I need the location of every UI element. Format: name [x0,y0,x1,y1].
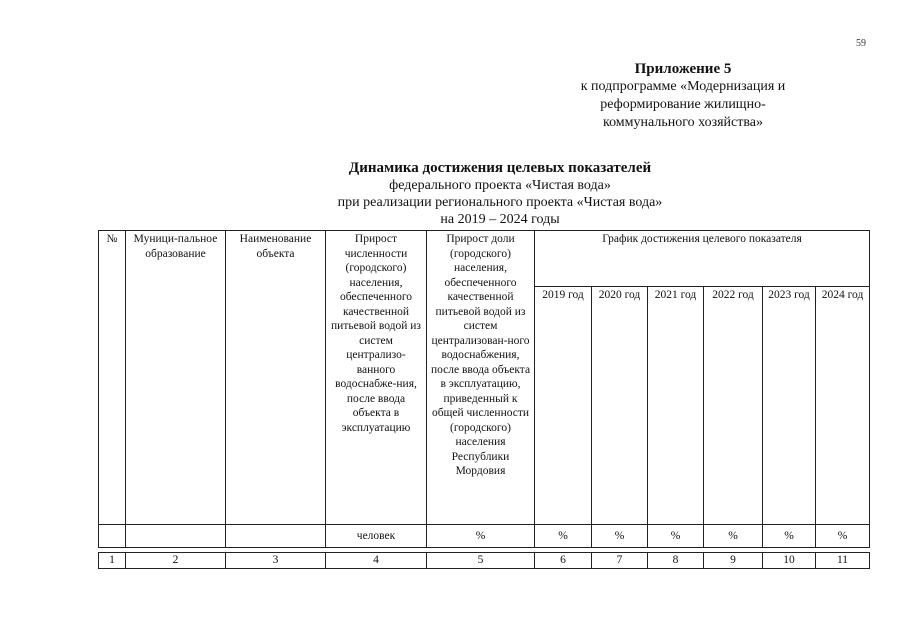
unit-percent: % [648,525,704,548]
column-number: 3 [226,553,326,569]
unit-percent: % [816,525,870,548]
header-growth-count: Прирост численности (городского) населения, обеспеченного качественной питьевой водой из систем централизо-ванного водоснабже-ния, после ввода объекта в эксплуатацию [326,231,427,525]
indicators-table [98,230,870,569]
column-number: 11 [816,553,870,569]
appendix-line-1: к подпрограмме «Модернизация и [580,79,786,94]
document-heading [200,160,800,228]
column-number: 4 [326,553,427,569]
unit-percent: % [427,525,535,548]
appendix-line-2: реформирование жилищно- [600,97,766,112]
column-number: 1 [99,553,126,569]
heading-line-2: федерального проекта «Чистая вода» [389,178,611,193]
column-number-row [99,553,870,569]
unit-cell-empty-3 [226,525,326,548]
heading-line-3: при реализации регионального проекта «Чистая вода» [337,195,663,210]
header-municipality: Муници-пальное образование [126,231,226,525]
appendix-line-3: коммунального хозяйства» [602,115,764,130]
header-year-2023: 2023 год [763,287,816,525]
unit-percent: % [592,525,648,548]
unit-people: человек [326,525,427,548]
unit-percent: % [535,525,592,548]
header-year-2021: 2021 год [648,287,704,525]
header-year-2019: 2019 год [535,287,592,525]
column-number: 2 [126,553,226,569]
header-year-2022: 2022 год [704,287,763,525]
header-year-2020: 2020 год [592,287,648,525]
header-year-2024: 2024 год [816,287,870,525]
column-number: 8 [648,553,704,569]
page-number: 59 [856,38,866,49]
heading-main: Динамика достижения целевых показателей [348,160,652,176]
header-num: № [99,231,126,525]
appendix-block [533,60,833,132]
unit-percent: % [704,525,763,548]
heading-line-4: на 2019 – 2024 годы [440,212,560,227]
unit-cell-empty-1 [99,525,126,548]
appendix-title: Приложение 5 [634,61,732,77]
unit-cell-empty-2 [126,525,226,548]
column-number: 7 [592,553,648,569]
column-number: 6 [535,553,592,569]
column-number: 5 [427,553,535,569]
column-number: 9 [704,553,763,569]
unit-percent: % [763,525,816,548]
column-number: 10 [763,553,816,569]
header-object-name: Наименование объекта [226,231,326,525]
header-growth-share: Прирост доли (городского) населения, обеспеченного качественной питьевой водой из систем централизован-ного водоснабжения, после ввода объекта в эксплуатацию, приведенный к общей численности (городского) населения Республики Мордовия [427,231,535,525]
header-schedule: График достижения целевого показателя [535,231,870,287]
